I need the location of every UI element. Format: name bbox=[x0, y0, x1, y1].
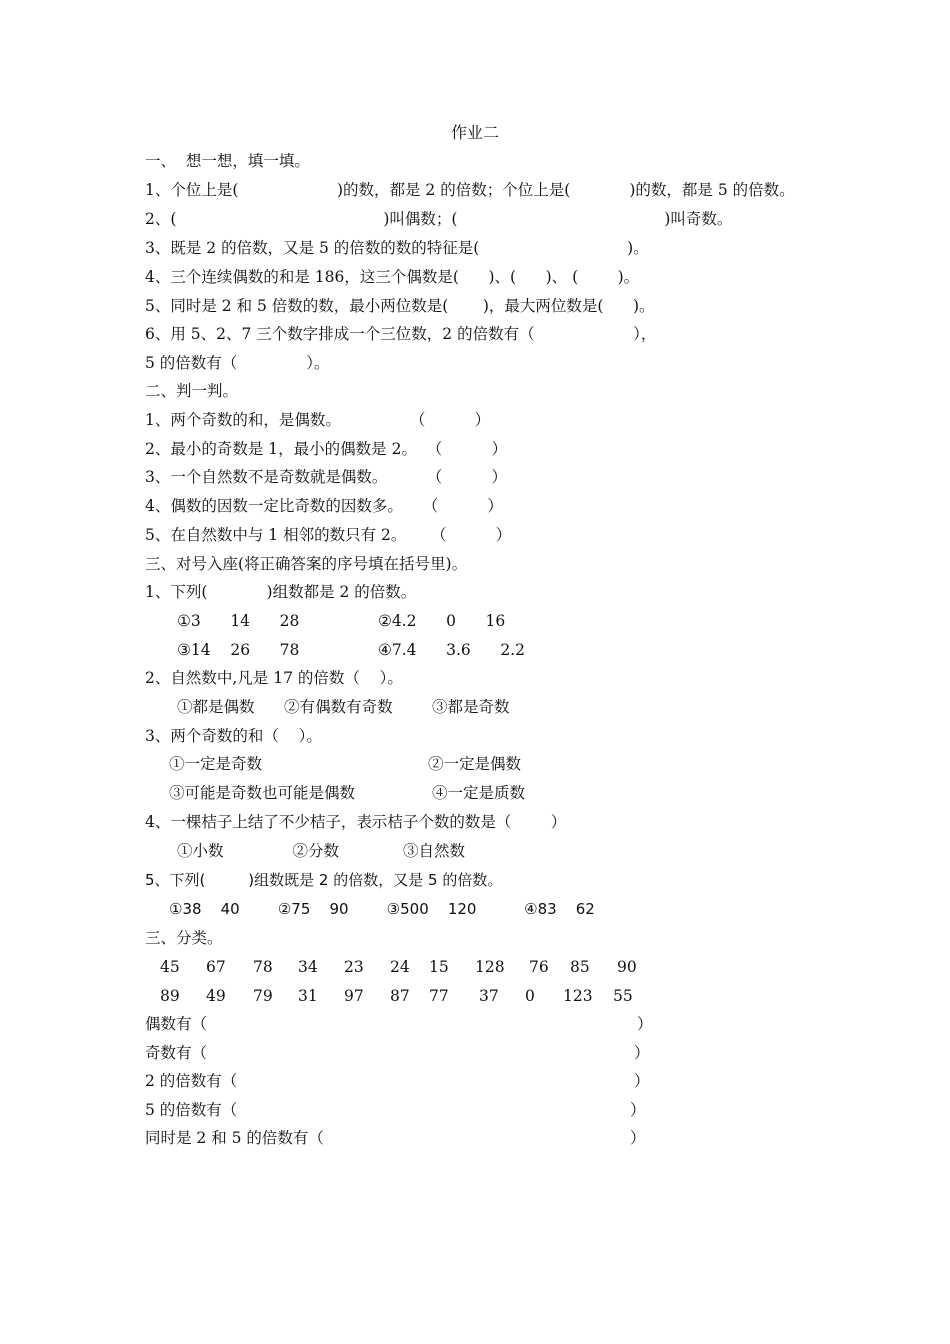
classify-both-close: ） bbox=[630, 1129, 646, 1147]
classify-mult5-label: 5 的倍数有（ bbox=[145, 1101, 238, 1119]
classify-odd-close: ） bbox=[634, 1044, 650, 1062]
number-cell: 78 bbox=[253, 958, 273, 976]
question-1-6b: 5 的倍数有（ ）。 bbox=[145, 354, 330, 372]
section1-heading: 一、 想一想，填一填。 bbox=[145, 152, 310, 170]
classify-mult2-label: 2 的倍数有（ bbox=[145, 1072, 238, 1090]
number-cell: 76 bbox=[529, 958, 549, 976]
page-title: 作业二 bbox=[450, 123, 499, 142]
choice-option: ①一定是奇数 bbox=[169, 755, 263, 773]
classify-mult5-close: ） bbox=[630, 1101, 646, 1119]
section2-heading: 二、判一判。 bbox=[145, 382, 239, 400]
question-1-3: 3、既是 2 的倍数，又是 5 的倍数的数的特征是( )。 bbox=[145, 239, 649, 257]
choice-option: ③14 26 78 bbox=[177, 641, 300, 659]
number-cell: 77 bbox=[429, 987, 449, 1005]
question-1-4: 4、三个连续偶数的和是 186，这三个偶数是( )、( )、 ( )。 bbox=[145, 268, 640, 286]
number-cell: 128 bbox=[475, 958, 505, 976]
classify-even-label: 偶数有（ bbox=[145, 1015, 208, 1033]
number-cell: 97 bbox=[344, 987, 364, 1005]
number-cell: 85 bbox=[570, 958, 590, 976]
number-cell: 15 bbox=[429, 958, 449, 976]
choice-option: ③可能是奇数也可能是偶数 bbox=[169, 784, 356, 802]
choice-question-4: 4、一棵桔子上结了不少桔子，表示桔子个数的数是（ ） bbox=[145, 813, 567, 831]
number-cell: 49 bbox=[206, 987, 226, 1005]
section4-heading: 三、分类。 bbox=[145, 929, 223, 947]
question-1-2: 2、( )叫偶数；( )叫奇数。 bbox=[145, 210, 733, 228]
classify-both-label: 同时是 2 和 5 的倍数有（ bbox=[145, 1129, 324, 1147]
number-cell: 79 bbox=[253, 987, 273, 1005]
number-cell: 23 bbox=[344, 958, 364, 976]
classify-even-close: ） bbox=[637, 1015, 653, 1033]
question-1-5: 5、同时是 2 和 5 倍数的数，最小两位数是( )，最大两位数是( )。 bbox=[145, 297, 655, 315]
judge-item: 3、一个自然数不是奇数就是偶数。 （ ） bbox=[145, 468, 508, 486]
classify-mult2-close: ） bbox=[634, 1072, 650, 1090]
choice-options: ①小数 ②分数 ③自然数 bbox=[177, 842, 466, 860]
number-cell: 123 bbox=[563, 987, 593, 1005]
judge-item: 2、最小的奇数是 1，最小的偶数是 2。 （ ） bbox=[145, 440, 508, 458]
classify-odd-label: 奇数有（ bbox=[145, 1044, 208, 1062]
number-cell: 89 bbox=[160, 987, 180, 1005]
choice-option: ④一定是质数 bbox=[432, 784, 526, 802]
judge-item: 1、两个奇数的和，是偶数。 （ ） bbox=[145, 411, 491, 429]
choice-option: ②一定是偶数 bbox=[428, 755, 522, 773]
section3-heading: 三、对号入座(将正确答案的序号填在括号里)。 bbox=[145, 555, 468, 573]
number-cell: 87 bbox=[390, 987, 410, 1005]
choice-options: ①都是偶数 ②有偶数有奇数 ③都是奇数 bbox=[177, 698, 510, 716]
number-cell: 24 bbox=[390, 958, 410, 976]
number-cell: 31 bbox=[298, 987, 318, 1005]
number-cell: 90 bbox=[617, 958, 637, 976]
judge-item: 5、在自然数中与 1 相邻的数只有 2。 （ ） bbox=[145, 526, 512, 544]
choice-option: ④7.4 3.6 2.2 bbox=[378, 641, 525, 659]
choice-question-1: 1、下列( )组数都是 2 的倍数。 bbox=[145, 583, 417, 601]
choice-option: ①3 14 28 bbox=[177, 612, 300, 630]
choice-question-2: 2、自然数中,凡是 17 的倍数（ ）。 bbox=[145, 669, 403, 687]
number-cell: 67 bbox=[206, 958, 226, 976]
number-cell: 45 bbox=[160, 958, 180, 976]
choice-question-5: 5、下列( )组数既是 2 的倍数，又是 5 的倍数。 bbox=[145, 871, 503, 889]
choice-question-3: 3、两个奇数的和（ ）。 bbox=[145, 727, 322, 745]
question-1-1: 1、个位上是( )的数，都是 2 的倍数；个位上是( )的数，都是 5 的倍数。 bbox=[145, 181, 795, 199]
choice-options: ①38 40 ②75 90 ③500 120 ④83 62 bbox=[169, 900, 595, 918]
number-cell: 34 bbox=[298, 958, 318, 976]
choice-option: ②4.2 0 16 bbox=[378, 612, 506, 630]
judge-item: 4、偶数的因数一定比奇数的因数多。 （ ） bbox=[145, 497, 503, 515]
question-1-6a: 6、用 5、2、7 三个数字排成一个三位数，2 的倍数有（ ）， bbox=[145, 325, 657, 343]
number-cell: 55 bbox=[613, 987, 633, 1005]
number-cell: 0 bbox=[525, 987, 535, 1005]
number-cell: 37 bbox=[479, 987, 499, 1005]
